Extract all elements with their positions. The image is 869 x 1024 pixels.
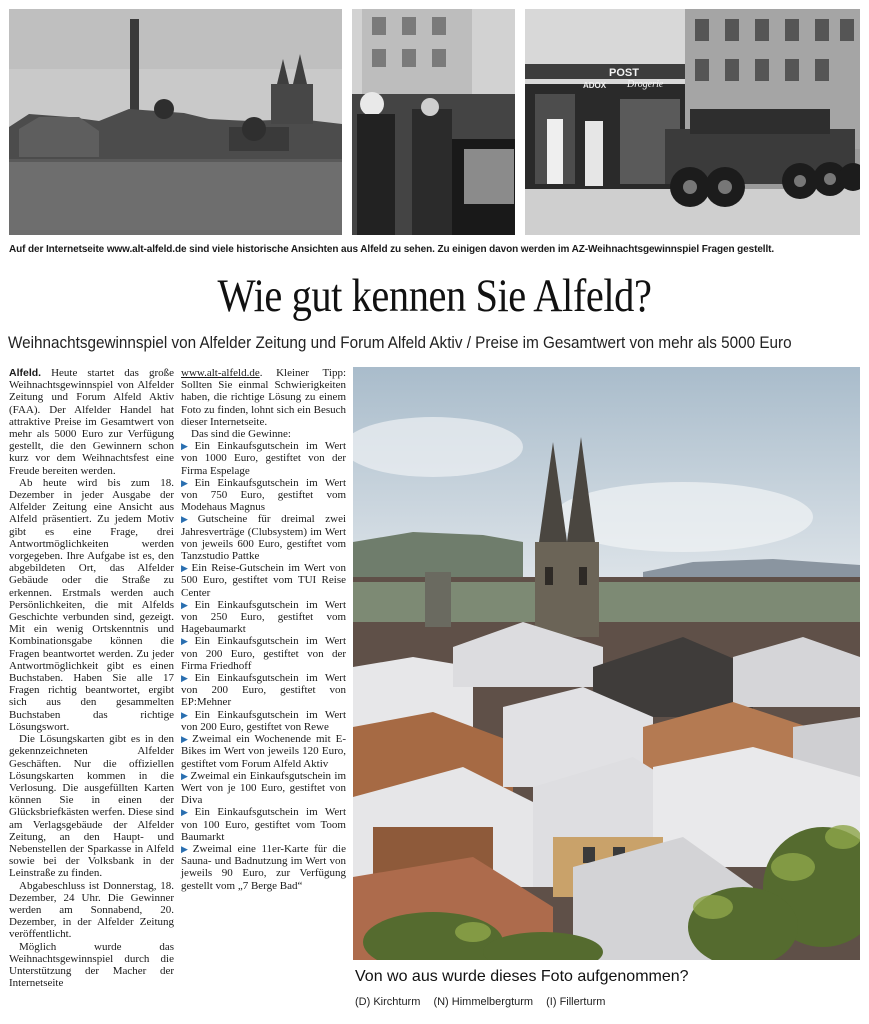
shop-sign-drogerie: Drogerie [627, 79, 664, 90]
answer-option: (I) Fillerturm [546, 996, 606, 1008]
prize-list [181, 440, 346, 892]
bullet-triangle-icon: ▶ [181, 807, 193, 818]
bullet-triangle-icon: ▶ [181, 441, 193, 452]
main-photo-alfeld-rooftops [353, 367, 860, 960]
article-paragraph: Abgabeschluss ist Donnerstag, 18. Dezember, 24 Uhr. Die Gewinner werden am Sonnabend, 20. Dezember, in der Alfelder Zeitung veröffentlicht. [9, 879, 174, 941]
article-paragraph: www.alt-alfeld.de. Kleiner Tipp: Sollten Sie einmal Schwierigkeiten haben, die richtige Lösung zu einem Foto zu finden, lohnt sich ein Besuch dieser Internetseite. [181, 367, 346, 428]
bullet-triangle-icon: ▶ [181, 514, 196, 525]
historic-photo-shopfront [525, 9, 860, 235]
article-column-1 [9, 367, 174, 989]
bullet-triangle-icon: ▶ [181, 563, 190, 574]
prize-item: ▶ Ein Einkaufsgutschein im Wert von 200 Euro, gestiftet von EP:Mehner [181, 672, 347, 709]
bullet-triangle-icon: ▶ [181, 843, 191, 854]
article-paragraph: Möglich wurde das Weihnachtsgewinnspiel durch die Unterstützung der Macher der Internetseite [9, 940, 174, 990]
dateline: Alfeld. [9, 367, 42, 379]
prize-item: ▶ Ein Einkaufsgutschein im Wert von 200 Euro, gestiftet von Rewe [181, 708, 347, 733]
answer-option: (N) Himmelbergturm [433, 996, 534, 1008]
historic-photo-chimney-church [9, 9, 342, 235]
prize-item: ▶ Ein Einkaufsgutschein im Wert von 1000 Euro, gestiftet von der Firma Espelage [181, 440, 347, 477]
prize-item: ▶ Ein Einkaufsgutschein im Wert von 750 Euro, gestiftet vom Modehaus Magnus [181, 476, 347, 514]
page-title: Wie gut kennen Sie Alfeld? [217, 270, 652, 322]
bullet-triangle-icon: ▶ [181, 709, 193, 720]
prizes-intro: Das sind die Gewinne: [191, 428, 291, 441]
article-paragraph: Alfeld. Heute startet das große Weihnachtsgewinnspiel von Alfelder Zeitung und Forum Alfeld Aktiv (FAA). Der Alfelder Handel hat attraktive Preise im Gesamtwert von mehr als 5000 Euro zur Verfügung gestellt, die den Gewinnern schon kurz vor dem Weihnachtsfest eine Freude bereiten werden. [9, 367, 174, 477]
prize-item: ▶ Ein Einkaufsgutschein im Wert von 100 Euro, gestiftet vom Toom Baumarkt [181, 806, 347, 843]
subheadline: Weihnachtsgewinnspiel von Alfelder Zeitung und Forum Alfeld Aktiv / Preise im Gesamtwert von mehr als 5000 Euro [8, 334, 792, 352]
article-paragraph: Ab heute wird bis zum 18. Dezember in jeder Ausgabe der Alfelder Zeitung eine Ansicht aus Alfeld präsentiert. Zu jedem Motiv gibt es eine Frage, drei Antwortmöglichkeiten werden vorgegeben. Ihre Aufgabe ist es, den abgebildeten Ort, das Alfelder Gebäude oder die Straße zu erkennen. Erstmals werden auch Persönlichkeiten, die mit Alfelds Geschichte verbunden sind, gezeigt. Mit ein wenig Ortskenntnis und Kombinationsgabe können die Fragen beantwortet werden. Zu jeder Antwortmöglichkeit gibt es einen Buchstaben. Haben Sie alle 17 Fragen richtig beantwortet, ergibt sich aus den gesammelten Buchstaben das richtige Lösungswort. [9, 476, 174, 733]
website-link[interactable]: www.alt-alfeld.de [181, 367, 260, 379]
bullet-triangle-icon: ▶ [181, 770, 189, 781]
prize-item: ▶ Zweimal eine 11er-Karte für die Sauna- und Badnutzung im Wert von jeweils 90 Euro, zur Verfügung gestellt vom „7 Berge Bad“ [181, 842, 346, 892]
article-paragraph: Die Lösungskarten gibt es in den gekennzeichneten Alfelder Geschäften. Nur die offiziellen Lösungskarten kommen in die Verlosung. Die ausgefüllten Karten können Sie in einen der Glücksbriefkästen werfen. Diese sind am Verlagsgebäude der Alfelder Zeitung, an den Haupt- und Nebenstellen der Sparkasse in Alfeld sowie bei der Volksbank in der Leinstraße zu finden. [9, 733, 174, 880]
shop-sign-adox: ADOX [583, 81, 607, 90]
bullet-triangle-icon: ▶ [181, 673, 193, 684]
prize-item: ▶ Gutscheine für dreimal zwei Jahresverträge (Clubsystem) im Wert von jeweils 600 Euro, gestiftet vom Tanzstudio Pattke [181, 513, 347, 563]
bullet-triangle-icon: ▶ [181, 636, 193, 647]
answer-options [355, 995, 860, 1009]
shop-sign-post: POST [609, 67, 639, 79]
bullet-triangle-icon: ▶ [181, 734, 191, 745]
article-column-2 [181, 367, 346, 892]
bullet-triangle-icon: ▶ [181, 599, 193, 610]
prize-item: ▶ Zweimal ein Einkaufsgutschein im Wert von je 100 Euro, gestiftet von Diva [181, 769, 347, 807]
photo-caption: Auf der Internetseite www.alt-alfeld.de sind viele historische Ansichten aus Alfeld zu sehen. Zu einigen davon werden im AZ-Weihnachtsgewinnspiel Fragen gestellt. [9, 244, 775, 255]
historic-photo-crowd [352, 9, 515, 235]
prize-item: ▶ Zweimal ein Wochenende mit E-Bikes im Wert von jeweils 120 Euro, gestiftet vom Forum Alfeld Aktiv [181, 733, 346, 770]
prize-item: ▶ Ein Einkaufsgutschein im Wert von 250 Euro, gestiftet vom Hagebaumarkt [181, 598, 347, 636]
prize-item: ▶ Ein Einkaufsgutschein im Wert von 200 Euro, gestiftet von der Firma Friedhoff [181, 635, 347, 672]
prize-item: ▶ Ein Reise-Gutschein im Wert von 500 Euro, gestiftet vom TUI Reise Center [181, 562, 347, 599]
bullet-triangle-icon: ▶ [181, 477, 193, 488]
answer-option: (D) Kirchturm [355, 996, 421, 1008]
photo-question: Von wo aus wurde dieses Foto aufgenommen? [355, 968, 689, 985]
